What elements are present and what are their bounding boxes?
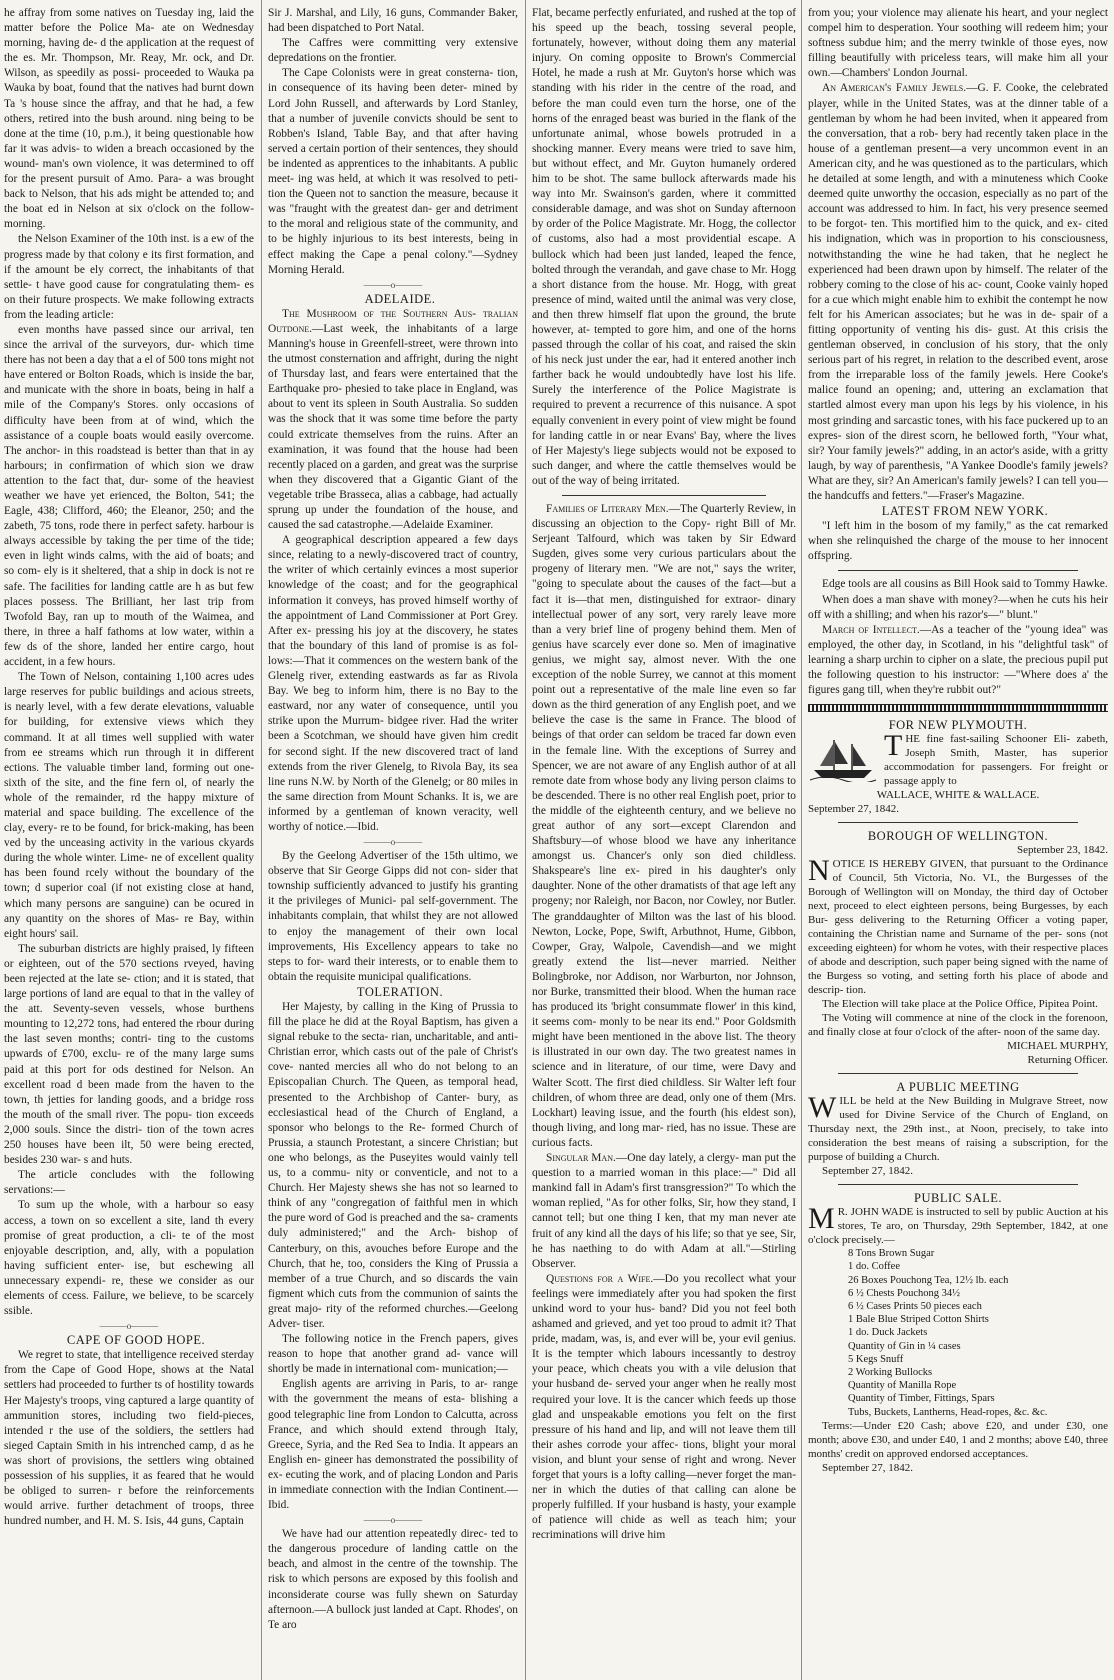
column-rule [261,0,262,1680]
ad-date: September 23, 1842. [1016,844,1108,857]
article-paragraph: To sum up the whole, with a harbour so easy access, a town on so excellent a site, land th every promise of great production, a cli- te of the most enjoyable description, and, ally, with a population having sufficient enter- ise, but eschewing all unnecessary expendi- re, these we consider as our elements of ccess. Failure, we believe, to be scarcely ssible. [4,1199,254,1318]
article-paragraph: Her Majesty, by calling in the King of Prussia to fill the place he did at the Royal Baptism, has given a signal rebuke to the secta- rian, uncharitable, and anti-Christian error, which casts out of the pale of Christ's cove- nanted mercies all who do not belong to an Episcopalian Church. The Queen, as temporal head, presented to the Archbishop of Canter- bury, as ecclesiastical head of the Church of England, a sponsor who belongs to the Re- formed Church of Prussia, a staunch Protestant, a sincere Christian; but one who belongs, as the Puseyites would vainly tell us, to a commu- nity or conventicle, and not to a Church. Her Majesty shews she has not so learned to think of any "congregation of faithful men in which the pure word of God is preached and the sa- craments duly administered;" and the Arch- bishop of Canterbury, on this, avouches before Europe and the Church, that he, too, considers the King of Prussia a member of a true Church, and so discards the vain figment which cuts from the communion of saints the great majo- rity of the reformed churches.—Geelong Adver- tiser. [268,1001,518,1330]
section-heading-toleration: TOLERATION. [356,984,444,999]
sale-item: 1 do. Duck Jackets [848,1327,928,1339]
article-paragraph: English agents are arriving in Paris, to ar- range with the government the means of esta- blishing a good telegraphic line from London to Calcutta, across France, and which should extend through Italy, Greece, Syria, and the Red Sea to India. It appears an English en- gineer has demonstrated the possibility of ex- ecuting the work, and of placing London and Paris in immediate connection with the Indian Continent.—Ibid. [268,1378,518,1512]
article-lead: Families of Literary Men. [546,503,669,515]
ad-body-text: OTICE IS HEREBY GIVEN, that pursuant to the Ordinance of Council, 5th Victoria, No. VI., the Burgesses of the Borough of Wellington will on Monday, the third day of October next, proceed to elect eighteen persons, being Burgesses, by each Bur- gess delivering to the Returning Officer a voting paper, containing the Christian name and Surname of the per- sons (not exceeding eighteen) for whom he votes, with their respective places of abode and description, such paper being signed with the name of the Burgess so voting, and setting forth his place of abode and descrip- tion. [808,858,1108,997]
article-paragraph: A geographical description appeared a few days since, relating to a newly-discovered tract of country, the writer of which certainly evinces a most superior knowledge of the coast; and for the geographical information it conveys, has proved himself worthy of the appointment of Land Commissioner at Port Grey. After ex- pressing his joy at the discovery, he states that the boundary of this land of promise is as fol- lows:—That it commences on the western bank of the Glenelg river, extending eastwards as far as Rivola Bay. We beg to inform him, there is no Bay to the eastward, nor any water of consequence, until you strike upon the Murrum- bidgee river. Had the writer been a Scotchman, we should have given him credit for second sight. If the new discovered tract of land extends from the river Glenelg, to Rivola Bay, its sea line runs N.W. by North of the Glenelg; or 80 miles in the same direction from Mount Schanks. It is, we are informed by a gentleman of known veracity, well worthy of notice.—Ibid. [268,534,518,833]
ad-body-text: HE fine fast-sailing Schooner Eli- zabeth, Joseph Smith, Master, has superior accommodation for passengers. For freight or passage apply to [884,733,1108,788]
ad-new-plymouth [808,718,1108,816]
ad-date: September 27, 1842. [822,1165,914,1178]
ad-title: FOR NEW PLYMOUTH. [888,718,1028,733]
article-paragraph: The Caffres were committing very extensive depredations on the frontier. [268,37,518,65]
ad-date: September 27, 1842. [822,1461,914,1474]
ornament-divider: ———o——— [99,1321,159,1332]
article-lead: An American's Family Jewels. [822,82,967,95]
article-paragraph: "I left him in the bosom of my family," as the cat remarked when she relinquished the charge of the mouse to her innocent offspring. [808,520,1108,563]
sale-item: Quantity of Timber, Fittings, Spars [848,1393,995,1405]
ornament-divider: ———o——— [363,837,423,848]
divider-line [838,1073,1078,1074]
article-body: —Last week, the inhabitants of a large Manning's house in Greenfell-street, were thrown into the utmost consternation and affright, during the night of Thursday last, and fears were entertained that the Earthquake pro- phesied to take place in England, was about to vent its spleen in South Australia. So sudden was the shock that it was some time before the party could extricate themselves from the ruins. After an examination, it was found that the house had been recently placed on a garden, and great was the surprise when they discovered that a Gigantic Giant of the vegetable tribe Brasseca, alias a cabbage, had actually sprung up under the foundation of the house, and caused the sad catastrophe.—Adelaide Examiner. [268,322,518,532]
article-paragraph: The Cape Colonists were in great consterna- tion, in consequence of its having been deter- mined by Lord John Russell, and afterwards by Lord Stanley, that a number of juvenile convicts should be sent to Robben's Island, Table Bay, and that after having served a certain portion of their sentences, they should be indented as apprentices to the inhabitants. A public meet- ing was held, at which it was resolved to peti- tion the Queen not to sanction the measure, because it was "fraught with the greatest dan- ger and detriment to the moral and religious state of the community, and to be highly injurious to its best interests, being in effect making the Cape a penal colony."—Sydney Morning Herald. [268,67,518,276]
article-paragraph: Edge tools are all cousins as Bill Hook said to Tommy Hawke. [822,578,1108,591]
divider-line [838,822,1078,823]
article-lead: March of Intellect. [822,623,920,636]
article-body: —G. F. Cooke, the celebrated player, while in the United States, was at the dinner table of a gentleman by whom he had been invited, when it appeared from the conversation, that a rob- bery had recently taken place in the house of a gentleman present—a very uncommon event in an American city, and he was questioned as to the particulars, which he detailed at some length, and with a minuteness which Cooke deemed quite unworthy the occasion, especially as no part of the account was addressed to him. In fact, his very presence seemed to be forgot- ten. This mortified him to the quick, and ex- cited his indignation, which was in proportion to his consciousness, notwithstanding the wine he had taken, that he neglect he experienced had been drawn upon by himself. The relater of the robbery coming to the close of his ac- count, Cooke vainly hoped for a cue which might enable him to exhibit the contempt he now felt for his American associates; but he was in de- spair of a fitting opportunity of venting his dis- gust. At this crisis the gentleman observed, in conclusion of his story, that the only serious part of his regret, in relation to the described event, arose from the irreparable loss of the family jewels. Here Cooke's malice found an opening; and, uttering an exclamation that startled almost every man upon his legs by his violence, in his most grinding and sarcastic tones, with his face puckered up to an expres- sion of the direst scorn, he bellowed forth, "Your what, sir? Your family jewels?" adding, in an actor's aside, with a gritty laugh, by way of parenthesis, "A Yankee Doodle's family jewels? What are they, sir? An American's family jewels? I can tell you—the handcuffs and fetters."—Fraser's Magazine. [808,82,1108,502]
sale-item: 5 Kegs Snuff [848,1353,904,1365]
section-heading-cape: CAPE OF GOOD HOPE. [66,1333,206,1348]
sale-item: Quantity of Manilla Rope [848,1380,957,1392]
article-body: —One day lately, a clergy- man put the question to a married woman in this place:—" Did all mankind fall in Adam's first transgression?" To which the woman replied, "As for other folks, Sir, how they stand, I cannot tell; but one thing I ken, that my man never ate fruit of any kind all the days of his life; so that ye see, Sir, he has naething to do with Adam at all."—Stirling Observer. [532,1152,796,1270]
article-body: —As a teacher of the "young idea" was employed, the other day, in Scotland, in his "delightful task" of learning a sharp urchin to cipher on a slate, the precious pupil put the following question to his instructor: —"Where does a' the figures gang till, when they're rubbit out?" [808,623,1108,697]
article-paragraph: The following notice in the French papers, gives reason to hope that another grand ad- vance will shortly be made in international com- munication;— [268,1333,518,1376]
divider-line [562,495,766,496]
ad-agent: WALLACE, WHITE & WALLACE. [876,789,1040,802]
sale-item: 6 ½ Chests Pouchong 34½ [848,1287,961,1299]
drop-cap: W [808,1091,837,1125]
article-paragraph: The Town of Nelson, containing 1,100 acres udes large reserves for public buildings and acious streets, is nearly level, with a few derate elevations, valuable for building, for extensive views which they command. It at all times well supplied with water from ee streams which run through it in different ections. The valuable timber land, forming out one-sixth of the site, and the fine fern ol, of nearly the whole of the remainder, rd the happy mixture of material and space building. The excellence of the clay, every- re to be found, for brick-making, has been ved by the unceasing activity in the various ckyards during the whole winter. Lime- ne of excellent quality has been found rcely without the boundary of the town; d superior coal (if not existing close at hand, which many persons are sanguine) can be ocured in any quantity on the shores of Mas- re Bay, within eight hours' sail. [4,671,254,940]
ad-body [808,854,1108,997]
column-1 [4,6,254,1674]
ad-body-text: ILL be held at the New Building in Mulgrave Street, now used for Divine Service of the Church of England, on Thursday next, the 29th inst., at Noon, precisely, to take into consideration the best means of raising a subscription, for the purpose of building a Church. [808,1095,1108,1164]
section-heading-new-york: LATEST FROM NEW YORK. [881,504,1049,519]
article-body: —The Quarterly Review, in discussing an objection to the Copy- right Bill of Mr. Serjeant Talfourd, which was taken by Sir Edward Sugden, gives some very curious particulars about the progeny of literary men. "We are not," says the writer, "going to speculate about the causes of the fact—but a fact it is—that men, distinguished for extraor- dinary intellectual power of any sort, very rarely leave more than a very brief line of progeny behind them. Men of genius have scarcely ever done so. Men of imaginative genius, we might say, almost never. With the one exception of the noble Surrey, we cannot at this moment point out a representative of the male line even so far down as the third generation of any English poet, and we believe the case is the same in France. The blood of beings of that order can seldom be traced far down even in the female line. With the exceptions of Surrey and Spencer, we are not aware of any English author of at all remote date from whose body any living person claims to be descended. There is no other real English poet, prior to the middle of the eighteenth century, and we believe no great author of any sort—except Clarendon and Shaftsbury—of whose blood we have any inheritance amongst us. Chancer's only son died childless. Shakspeare's line ex- pired in his daughter's only daughter. None of the other dramatists of that age left any progeny; nor Raleigh, nor Bacon, nor Cowley, nor Butler. The granddaughter of Milton was the last of his blood. Newton, Locke, Pope, Swift, Arbuthnot, Hume, Gibbon, Cowper, Gray, Walpole, Cavendish—and we might greatly extend the list—never married. Neither Bolingbroke, nor Addison, nor Warburton, nor Johnson, nor Burke, transmitted their blood. When the human race has produced its 'bright consummate flower' in this kind, it seems com- monly to be near its end." Poor Goldsmith might have been mentioned in the above list. The theory is illustrated in our own day. The two greatest names in science and in literature, of our time, were Davy and Walter Scott. The first died childless. Sir Walter left four children, of whom three are dead, only one of them (Mrs. Lockhart) leaving issue, and the fourth (his eldest son), though living, and long mar- ried, has no issue. These are curious facts. [532,503,796,1149]
article-paragraph [808,81,1108,504]
sale-item: 6 ½ Cases Prints 50 pieces each [848,1301,982,1313]
ship-icon [808,734,878,782]
ad-title: BOROUGH OF WELLINGTON. [867,829,1049,844]
article-paragraph: even months have passed since our arrival, ten since the arrival of the surveyors, dur- which time there has not been a day that a el of 500 tons might not have entered or Bolton Roads, which is inside the bar, and municate with the shore in boats, being in half a mile of the Company's Stores. only occasions of difficulty have been from at of wind, which the assistance of a couple boats would easily overcome. The anchor- in this roadstead is better than that in ay harbours; in confirmation of which sion we draw attention to the fact that, dur- some of the heaviest weather we have yet erienced, the Bolton, 541; the Eagle, 438; Clifford, 460; the Eleanor, 250; and the zabeth, 75 tons, rode there in perfect safety. harbour is always accessible by taking the per time of the tide; even in light winds calms, with the aid of boats; and so com- ely is it sheltered, that a ship in dock is not re safe. The facilities for landing cattle are h as but few places possess. The Brilliant, her last trip from Twofold Bay, ran up to mouth of the Waimea, and there, in three a half fathoms at low water, within a few ds of the shore, landed her entire cargo, hout accident, in a few hours. [4,323,254,669]
drop-cap: M [808,1202,835,1236]
article-paragraph: The suburban districts are highly praised, ly fifteen or eighteen, out of the 570 sections rveyed, having been rejected at the late se- ction; and it is stated, that large portions of land are equal to that in the valley of the att. Seventy-seven vessels, whose burthens mounting to 12,272 tons, had entered the rbour during the last seven months; contri- ting to the customs upwards of £700, exclu- re of the many large sums paid at this port for ods destined for Nelson. An excellent road d been made from the haven to the town, th jetties for landing goods, and a bridge ross the mouth of the small river. The popu- tion exceeds 2,000 souls. Since the distri- tion of the town acres 250 houses have been ilt, 50 were being erected, besides 230 war- s and huts. [4,942,254,1167]
ad-title: PUBLIC SALE. [914,1191,1002,1206]
article-lead: Questions for a Wife. [546,1272,654,1285]
column-rule [801,0,802,1680]
ornament-divider: ———o——— [363,279,423,290]
article-paragraph [532,1272,796,1544]
ad-body [808,1202,1108,1247]
article-paragraph [808,623,1108,698]
section-heading-adelaide: ADELAIDE. [364,291,436,306]
ad-role: Returning Officer. [1027,1054,1108,1067]
ad-title: A PUBLIC MEETING [896,1080,1020,1095]
ad-date: September 27, 1842. [808,803,900,816]
article-paragraph: Sir J. Marshal, and Lily, 16 guns, Commander Baker, had been dispatched to Port Natal. [268,7,518,35]
sale-item: Quantity of Gin in ¼ cases [848,1340,961,1352]
ad-body: The Voting will commence at nine of the clock in the forenoon, and finally close at four o'clock of the after- noon of the same day. [808,1012,1108,1039]
article-paragraph [532,1151,796,1272]
sale-item: 1 Bale Blue Striped Cotton Shirts [848,1314,989,1326]
article-paragraph: Flat, became perfectly enfuriated, and rushed at the top of his speed up the beach, tossing several people, fortunately, however, without doing them any material injury. On coming opposite to Brown's Commercial Hotel, he made a rush at Mr. Guyton's horse which was standing with his rider in the centre of the road, and before the man could even turn the horse, one of the horns of the enraged beast was buried in the flank of the unfortunate animal, whose bowels protruded in a shocking manner. Every means were tried to save him, but without effect, and Mr. Guyton humanely ordered him to be shot. The same bullock afterwards made his way into Mr. Swainson's garden, where it committed considerable damage, and was shot on Sunday afternoon by order of the Police Magistrate. Mr. Hogg, the collector of customs, also had a most providential escape. A bullock which had been just landed, leaped the fence, bolted through the verandah, and gave chase to Mr. Hogg a short distance from the house. Mr. Hogg, with great presence of mind, waited until the animal was very close, and then threw himself flat upon the ground, the brute however, at- tempted to gore him, and one of the horns passed through the collar of his coat, and raised the skin of his neck just under the ear, had it entered another inch farther back he would undoubtedly have lost his life. Surely the interference of the Police Magistrate is required to prevent a recurrence of this nuisance. A spot equally convenient in every point of view might be found for landing cattle in or near Evans' Bay, where the lives of Her Majesty's liege subjects would not be exposed to such danger, and where the cattle themselves would be out of the way of being irritated. [532,7,796,487]
ad-body-text: R. JOHN WADE is instructed to sell by public Auction at his stores, Te aro, on Thursday, 29th September, 1842, at one o'clock precisely.— [808,1206,1108,1247]
article-paragraph: the Nelson Examiner of the 10th inst. is a ew of the progress made by that colony e its first formation, and if the amount be ely correct, the inhabitants of that settle- t have good cause for congratulating them- es on their future prospects. We make following extracts from the leading article: [4,233,254,321]
ad-body: The Election will take place at the Police Office, Pipitea Point. [822,998,1098,1011]
article-paragraph: We have had our attention repeatedly direc- ted to the dangerous procedure of landing cattle on the beach, and almost in the centre of the township. The risk to which persons are exposed by this foolish and inconsiderate course was fully shewn on Saturday afternoon.—A bullock just landed at Capt. Rhodes', on Te aro [268,1528,518,1631]
ad-public-sale [808,1191,1108,1475]
sale-item: 1 do. Coffee [848,1261,901,1273]
ad-terms: Terms:—Under £20 Cash; above £20, and under £30, one month; above £30, and under £40, 1 and 2 months; above £40, three months' credit on approved endorsed acceptances. [808,1419,1108,1460]
ornament-divider: ———o——— [363,1515,423,1526]
sale-item: 2 Working Bullocks [848,1367,933,1379]
column-4 [808,6,1108,1674]
drop-cap: N [808,854,830,888]
article-lead: The Mushroom of the Southern Aus- tralian Outdone. [268,307,518,335]
divider-line [838,1184,1078,1185]
article-paragraph: By the Geelong Advertiser of the 15th ultimo, we observe that Sir George Gipps did not con- sider that township sufficiently advanced to justify his granting it the privileges of Munici- pal self-government. The inhabitants complain, that whilst they are not allowed to enjoy the management of their own local improvements, His Excellency appears to take no steps to for- ward their interests, or to enable them to obtain the requisite municipal qualifications. [268,850,518,983]
sale-item: 8 Tons Brown Sugar [848,1248,935,1260]
sale-items-list [808,1247,1108,1419]
article-paragraph [532,502,796,1151]
drop-cap: T [884,729,903,763]
ad-public-meeting [808,1080,1108,1178]
sale-item: 26 Boxes Pouchong Tea, 12½ lb. each [848,1274,1009,1286]
column-rule [525,0,526,1680]
divider-line [838,570,1078,571]
article-paragraph: he affray from some natives on Tuesday ing, laid the matter before the Police Ma- ate on Wednesday morning, having de- d the application at the request of the es. Mr. Thompson, Mr. Reay, Mr. ock, and Dr. Wilson, as speedily as possi- proceeded to Wauka pa Wauka by boat, found that the natives had burnt down Ta 's house since the affray, and that he had, a few others, retired into the bush around. ning being to be done at the time (10, p.m.), it being questionable how far it was advis- to widen a breach occasioned by the wound- man's own violence, it was determined to off for the present pursuit of Amo. Para- a was brought back to Nelson, that his ads might be attended to; and the boat ed in Nelson at six o'clock on the follow- morning. [4,7,254,231]
article-body: —Do you recollect what your feelings were immediately after you had spoken the first unkind word to your hus- band? Did you not feel both ashamed and grieved, and yet too proud to admit it? That pride, madam, was, is, and ever will be, your evil genius. It is the tempter which labours incessantly to destroy your peace, which cheats you with a vile delusion that your husband de- served your anger when he really most required your love. It is the cancer which feeds up those glad and unspeakable emotions you felt on the first pressure of his hand and lip, and will not leave them till their ashes corrode your affec- tions, blight your moral vision, and blunt your sense of right and wrong. Never forget that yours is a lofty calling—never forget the man- ner in which the duties of that calling can alone be properly fulfilled. If your husband is hasty, your example of patience will chide as well as teach him; your recriminations will drive him [532,1272,796,1542]
article-paragraph [268,307,518,533]
article-paragraph: When does a man shave with money?—when he cuts his heir off with a shilling; and when his razor's—" blunt." [808,593,1108,621]
column-2 [268,6,518,1674]
ad-body [808,1091,1108,1164]
article-lead: Singular Man. [546,1152,616,1165]
advertisements-divider [808,704,1108,712]
article-paragraph: We regret to state, that intelligence received sterday from the Cape of Good Hope, shows at the Natal settlers had proceeded to further ts of hostility towards Her Majesty's troops, ving captured a large quantity of ammunition stores, including two field-pieces, intended r the use of the soldiers, the settlers had sieged Captain Smith in his intrenched camp, d as he was short of provisions, the settlers wing obtained possession of his supplies, it as feared that he would be obliged to surren- r before the reinforcements would arrive. further detachment of troops, three hundred number, and H. M. S. Isis, 44 guns, Captain [4,1349,254,1528]
article-paragraph: from you; your violence may alienate his heart, and your neglect compel him to desperation. Your soothing will redeem him; your softness subdue him; and the merry twinkle of those eyes, now filling beautifully with priceless tears, will make him all your own.—Chambers' London Journal. [808,7,1108,80]
sale-item: Tubs, Buckets, Lantherns, Head-ropes, &c. &c. [848,1406,1048,1418]
column-3 [532,6,796,1674]
ad-borough-of-wellington [808,829,1108,1067]
ad-signer: MICHAEL MURPHY, [1007,1040,1108,1053]
article-paragraph: The article concludes with the following servations:— [4,1169,254,1197]
